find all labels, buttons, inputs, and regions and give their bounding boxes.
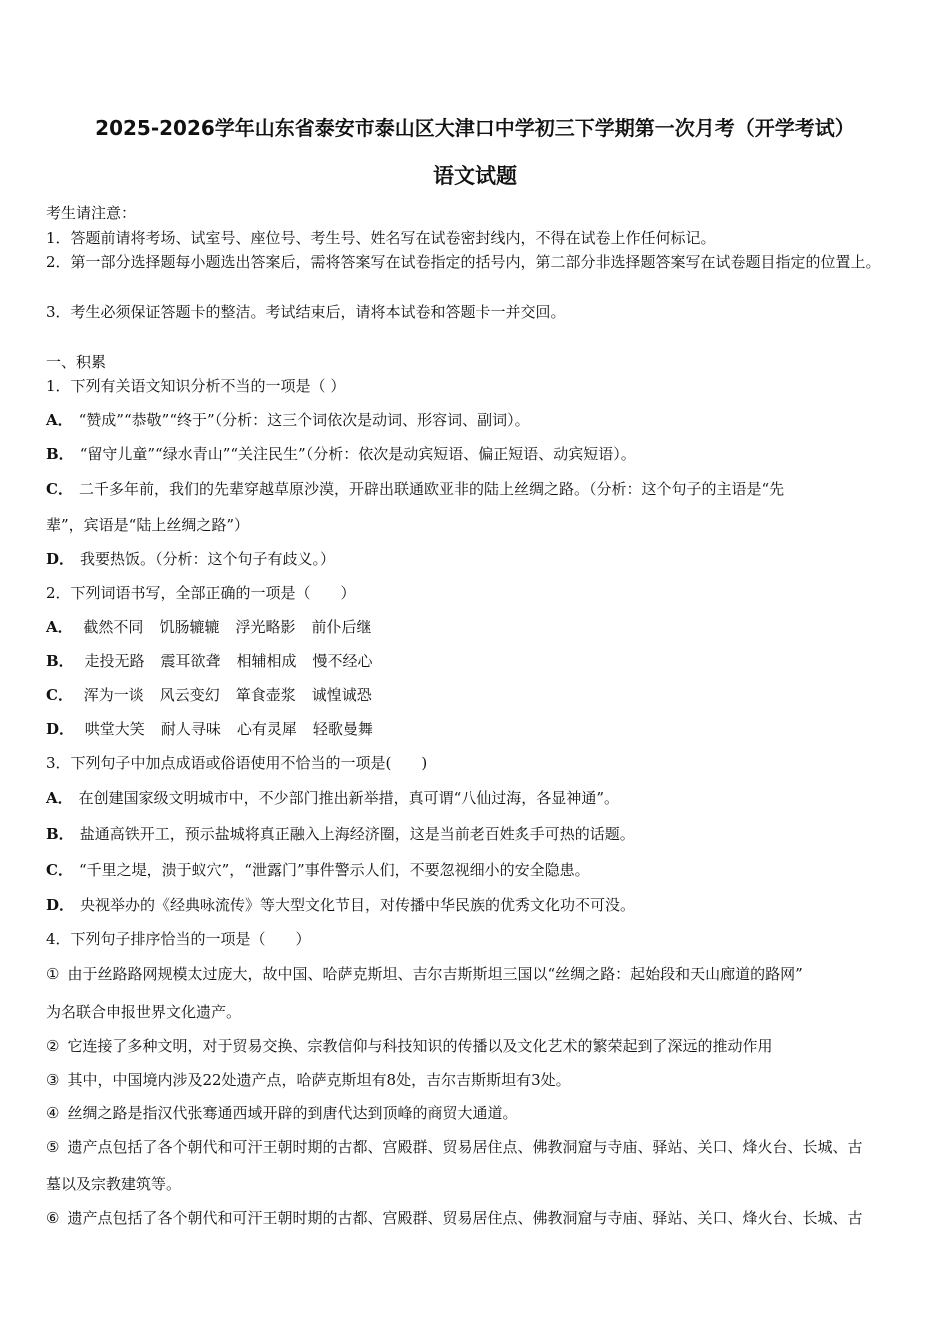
option-label: A． [46, 789, 73, 807]
word: 相辅相成 [236, 652, 297, 670]
option-label: A． [46, 411, 73, 429]
word: 饥肠辘辘 [159, 618, 220, 636]
word: 截然不同 [83, 618, 144, 636]
word: 慢不经心 [312, 652, 373, 670]
exam-subtitle: 语文试题 [433, 164, 517, 188]
option-row [46, 895, 908, 915]
option-label: C． [46, 861, 73, 879]
option-row [46, 549, 908, 569]
exam-title: 2025-2026学年山东省泰安市泰山区大津口中学初三下学期第一次月考（开学考试） [95, 116, 855, 140]
option-text: 我要热饭。（分析：这个句子有歧义。） [80, 550, 336, 568]
option-text: 辈”，宾语是“陆上丝绸之路”） [46, 516, 250, 534]
option-text: 二千多年前，我们的先辈穿越草原沙漠，开辟出联通欧亚非的陆上丝绸之路。（分析：这个句子的主语是“先 [78, 480, 785, 498]
option-row [46, 788, 908, 808]
sentence-number: ⑤ [46, 1138, 60, 1156]
sentence-text: 墓以及宗教建筑等。 [46, 1175, 182, 1193]
sentence-row [46, 1070, 908, 1090]
option-label: C． [46, 686, 73, 704]
option-label: B． [46, 445, 74, 463]
option-row [46, 651, 908, 671]
option-label: B． [46, 825, 74, 843]
sentence-row [46, 1137, 908, 1157]
option-label: A． [46, 618, 73, 636]
option-row [46, 444, 908, 464]
option-text: “留守儿童”“绿水青山”“关注民生”（分析：依次是动宾短语、偏正短语、动宾短语）。 [79, 445, 636, 463]
sentence-number: ② [46, 1037, 60, 1055]
sentence-row [46, 1036, 908, 1056]
sentence-text: 遗产点包括了各个朝代和可汗王朝时期的古都、宫殿群、贸易居住点、佛教洞窟与寺庙、驿站、关口、烽火台、长城、古 [67, 1209, 863, 1227]
word: 轻歌曼舞 [312, 720, 373, 738]
word: 箪食壶浆 [235, 686, 296, 704]
sentence-number: ④ [46, 1104, 60, 1122]
word: 浮光略影 [235, 618, 296, 636]
sentence-row-continued [46, 1174, 908, 1194]
option-row [46, 410, 908, 430]
word: 风云变幻 [159, 686, 220, 704]
word: 浑为一谈 [83, 686, 144, 704]
section-heading: 一、积累 [46, 353, 107, 371]
option-label: C． [46, 480, 73, 498]
option-row [46, 860, 908, 880]
notice-item: 1．答题前请将考场、试室号、座位号、考生号、姓名写在试卷密封线内，不得在试卷上作任何标记。 [46, 229, 716, 247]
sentence-number: ① [46, 965, 60, 983]
question-stem: 1．下列有关语文知识分析不当的一项是（ ） [46, 377, 346, 395]
question-stem: 4．下列句子排序恰当的一项是（ ） [46, 930, 311, 948]
option-row [46, 824, 908, 844]
sentence-row-continued [46, 1002, 908, 1022]
option-text: “赞成”“恭敬”“终于”（分析：这三个词依次是动词、形容词、副词）。 [78, 411, 530, 429]
option-label: B． [46, 652, 74, 670]
sentence-number: ⑥ [46, 1209, 60, 1227]
option-text: 央视举办的《经典咏流传》等大型文化节目，对传播中华民族的优秀文化功不可没。 [80, 896, 636, 914]
option-row-continued [46, 515, 908, 535]
sentence-text: 丝绸之路是指汉代张骞通西域开辟的到唐代达到顶峰的商贸大通道。 [67, 1104, 518, 1122]
option-label: D． [46, 550, 75, 568]
sentence-text: 它连接了多种文明，对于贸易交换、宗教信仰与科技知识的传播以及文化艺术的繁荣起到了深远的推动作用 [67, 1037, 773, 1055]
word: 前仆后继 [311, 618, 372, 636]
sentence-row [46, 964, 908, 984]
sentence-text: 由于丝路路网规模太过庞大，故中国、哈萨克斯坦、吉尔吉斯斯坦三国以“丝绸之路：起始段和天山廊道的路网” [67, 965, 803, 983]
option-row [46, 617, 908, 637]
option-row [46, 479, 908, 499]
notice-heading: 考生请注意： [46, 204, 137, 222]
option-text: 在创建国家级文明城市中，不少部门推出新举措，真可谓“八仙过海，各显神通”。 [78, 789, 619, 807]
option-row [46, 685, 908, 705]
word: 走投无路 [84, 652, 145, 670]
notice-item: 2．第一部分选择题每小题选出答案后，需将答案写在试卷指定的括号内，第二部分非选择题答案写在试卷题目指定的位置上。 [46, 253, 881, 271]
question-stem: 2．下列词语书写，全部正确的一项是（ ） [46, 584, 356, 602]
option-label: D． [46, 896, 75, 914]
word: 哄堂大笑 [84, 720, 145, 738]
sentence-row [46, 1103, 908, 1123]
option-text: “千里之堤，溃于蚁穴”，“泄露门”事件警示人们，不要忽视细小的安全隐患。 [78, 861, 590, 879]
option-label: D． [46, 720, 75, 738]
option-row [46, 719, 908, 739]
sentence-number: ③ [46, 1071, 60, 1089]
question-stem: 3．下列句子中加点成语或俗语使用不恰当的一项是( ) [46, 754, 428, 772]
word: 心有灵犀 [236, 720, 297, 738]
word: 诚惶诚恐 [311, 686, 372, 704]
sentence-row [46, 1208, 908, 1228]
word: 震耳欲聋 [160, 652, 221, 670]
sentence-text: 遗产点包括了各个朝代和可汗王朝时期的古都、宫殿群、贸易居住点、佛教洞窟与寺庙、驿站、关口、烽火台、长城、古 [67, 1138, 863, 1156]
sentence-text: 其中，中国境内涉及22处遗产点，哈萨克斯坦有8处，吉尔吉斯斯坦有3处。 [67, 1071, 571, 1089]
notice-item: 3．考生必须保证答题卡的整洁。考试结束后，请将本试卷和答题卡一并交回。 [46, 303, 566, 321]
word: 耐人寻味 [160, 720, 221, 738]
option-text: 盐通高铁开工，预示盐城将真正融入上海经济圈，这是当前老百姓炙手可热的话题。 [79, 825, 635, 843]
sentence-text: 为名联合申报世界文化遗产。 [46, 1003, 242, 1021]
